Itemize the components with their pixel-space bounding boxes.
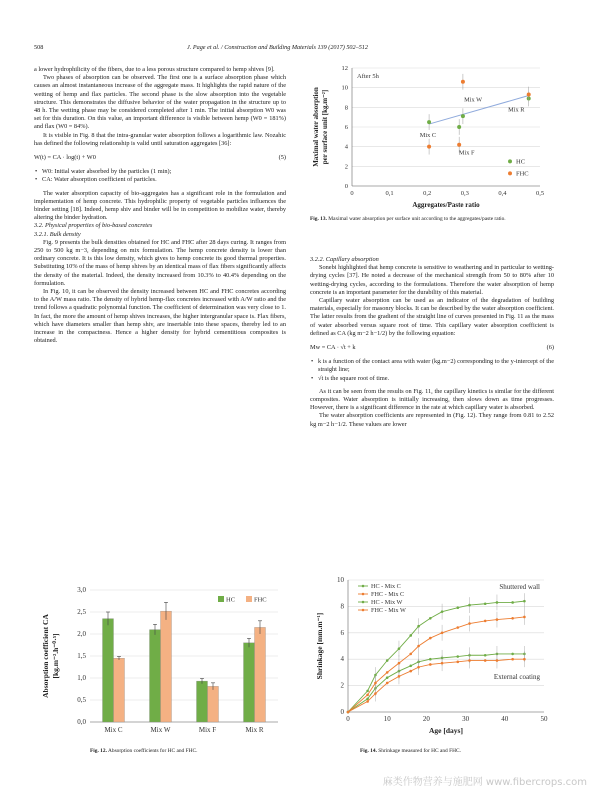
journal-header: J. Page et al. / Construction and Building Materials 139 (2017) 502–512 [187, 44, 368, 51]
x-tick-label: Mix F [198, 726, 217, 734]
caption-label: Fig. 14. [360, 748, 377, 754]
data-point [386, 671, 389, 674]
data-point [484, 620, 487, 623]
data-point [511, 653, 514, 656]
legend-label: FHC - Mix C [371, 591, 405, 598]
point-label: Mix C [419, 131, 437, 139]
point-label: Mix R [508, 106, 525, 114]
x-tick-label: 0,4 [498, 190, 507, 197]
legend-label: HC - Mix W [371, 599, 403, 606]
data-point [456, 626, 459, 629]
figure-13 [308, 60, 560, 210]
y-tick-label: 4 [340, 655, 344, 664]
data-point [427, 120, 431, 124]
data-point [456, 606, 459, 609]
bar [150, 630, 161, 722]
legend-label: HC - Mix C [371, 583, 401, 590]
data-point [461, 80, 465, 84]
x-tick-label: 0 [346, 715, 350, 723]
equation-6 [310, 344, 554, 352]
data-point [511, 658, 514, 661]
data-point [496, 659, 499, 662]
caption-label: Fig. 13. [310, 216, 327, 222]
data-point [461, 114, 465, 118]
y-axis-label: Shrinkage [mm.m⁻¹] [315, 612, 324, 680]
y-tick-label: 10 [337, 576, 344, 584]
x-tick-label: 50 [540, 715, 548, 723]
x-tick-label: 0,3 [460, 190, 469, 197]
series-line [348, 617, 524, 712]
paragraph: Capillary water absorption can be used as an indicator of the degradation of building materials, especially for masonry blocks. It can be described by the water absorption coefficient. The latter results from the gradient of the straight line of curves presented in Fig. 11 as the mass of water absorbed versus square root of time. This capillary water absorption coefficient is defined as CA (kg m−2 h−1/2) by the following equation: [310, 297, 554, 337]
data-point [374, 692, 377, 695]
x-tick-label: Mix W [150, 726, 171, 734]
data-point [417, 645, 420, 648]
legend-label: FHC [516, 170, 529, 178]
figure-12-caption [90, 748, 290, 755]
data-point [527, 93, 531, 97]
data-point [398, 647, 401, 650]
data-point [409, 665, 412, 668]
data-point [429, 637, 432, 640]
data-point [386, 676, 389, 679]
data-point [457, 125, 461, 129]
y-tick-label: 2,5 [77, 608, 86, 616]
data-point [409, 653, 412, 656]
list-item: • k is a function of the contact area with water (kg.m−2) corresponding to the y-intercept of the straight line; [310, 358, 554, 374]
list-item: • √t is the square root of time. [310, 375, 554, 383]
y-tick-label: 6 [340, 628, 344, 637]
subsection-heading: 3.2.2. Capillary absorption [310, 256, 379, 263]
fig14-chart [308, 572, 560, 744]
data-point [523, 600, 526, 603]
equation-text: Mw = CA · √t + k [310, 344, 356, 352]
point-label: Mix W [464, 96, 483, 104]
y-tick-label: 2,0 [77, 630, 86, 638]
series-line [348, 601, 524, 712]
data-point [441, 662, 444, 665]
figure-12 [34, 582, 286, 742]
data-point [398, 675, 401, 678]
paragraph: The water absorption capacity of bio-aggregates has a significant role in the formulation and implementation of hemp concrete. This hydrophilic property of vegetable particles influences the binder setting [18]. Indeed, hemp shiv and binder will be in competition to mobilize water, thereby altering the binder hydration. [34, 189, 286, 222]
data-point [523, 616, 526, 619]
bar [161, 611, 172, 722]
paragraph: The water absorption coefficients are represented in (Fig. 12). They range from 0.81 to 2.52 kg m−2 h−1/2. These values are lower [310, 412, 554, 428]
legend-marker [218, 596, 224, 602]
bar [208, 686, 219, 722]
subsection-heading: 3.2.1. Bulk density [34, 230, 81, 238]
data-point [457, 143, 461, 147]
data-point [386, 659, 389, 662]
annotation: Shuttered wall [499, 583, 540, 592]
data-point [523, 658, 526, 661]
y-axis-label: Maximal water absorption [312, 87, 320, 167]
x-tick-label: 30 [462, 715, 470, 723]
data-point [496, 618, 499, 621]
data-point [429, 658, 432, 661]
y-tick-label: 6 [344, 124, 348, 131]
y-axis-label: per surface unit [kg.m⁻²] [321, 89, 329, 165]
point-label: Mix F [458, 149, 475, 157]
legend-marker [508, 159, 512, 163]
legend-label: FHC - Mix W [371, 607, 406, 614]
bar [114, 658, 125, 722]
data-point [374, 682, 377, 685]
legend-label: HC [226, 596, 236, 604]
data-point [456, 655, 459, 658]
x-tick-label: Mix R [245, 726, 264, 734]
data-point [468, 622, 471, 625]
list-item: • W0: Initial water absorbed by the particles (1 min); [34, 168, 286, 176]
y-tick-label: 4 [344, 143, 348, 151]
data-point [484, 659, 487, 662]
bar [103, 619, 114, 722]
figure-13-caption [310, 216, 554, 223]
data-point [366, 698, 369, 701]
paragraph: In Fig. 10, it can be observed the density increased between HC and FHC concretes according to the A/W mass ratio. The density of hybrid hemp-flax concretes increased with A/W ratio and the trend follows a quadratic polynomial function. The coefficient of determination was very close to 1. In fact, the more the amount of hemp shives increases, the higher intergranular space is. Flax fibers, which have diameters smaller than hemp shiv, are insertable into these spaces, thereby led to an increase in the compactness. Hence a higher density for hybrid cementitious composites is obtained. [34, 288, 286, 345]
y-tick-label: 0,5 [77, 696, 86, 704]
data-point [456, 661, 459, 664]
legend-marker [362, 593, 365, 596]
paragraph: Sonebi highlighted that hemp concrete is sensitive to weathering and in particular to wetting-drying cycles [37]. He noted a decrease of the mechanical strength from 50 to 80% after 10 wetting-drying cycles, according to the formulations. Therefore the water absorption of hemp concrete is an important parameter for the durability of this material. [310, 264, 554, 296]
x-tick-label: 20 [422, 715, 430, 723]
list-item: • CA: Water absorption coefficient of particles. [34, 176, 286, 184]
data-point [409, 634, 412, 637]
paragraph: It is visible in Fig. 8 that the intra-granular water absorption follows a logarithmic law. Nozahic has defined the following relationship is valid until saturation aggregates [36]: [34, 131, 286, 147]
x-tick-label: 40 [501, 715, 509, 723]
data-point [496, 601, 499, 604]
page-number: 508 [34, 44, 44, 51]
data-point [366, 694, 369, 697]
right-column [310, 256, 554, 429]
y-tick-label: 8 [344, 104, 348, 112]
x-tick-label: 0,1 [385, 190, 394, 197]
y-tick-label: 1,5 [77, 652, 86, 660]
x-axis-label: Age [days] [429, 726, 463, 735]
data-point [417, 625, 420, 628]
paragraph: As it can be seen from the results on Fig. 11, the capillary kinetics is similar for the different composites. Water absorption is initially increasing, then slows down as time progresses. However, there is a significant difference in the rate at which capillary water is absorbed. [310, 387, 554, 412]
x-tick-label: 10 [383, 715, 391, 723]
legend-marker [362, 609, 365, 612]
data-point [441, 610, 444, 613]
data-point [468, 659, 471, 662]
caption-label: Fig. 12. [90, 748, 107, 754]
paragraph: Fig. 9 presents the bulk densities obtained for HC and FHC after 28 days curing. It ranges from 250 to 500 kg m−3, depending on mix formulation. The hemp concrete density is lower than ordinary concrete. It is this low density, which gives to hemp concrete its good thermal properties. Substituting 10% of the mass of hemp shives by an identical mass of flax fibers significantly affects the density of the material. Indeed, the density increased from 10.3% to 40.4% depending on the formulation. [34, 238, 286, 287]
section-heading: 3.2. Physical properties of bio-based concretes [34, 222, 153, 230]
x-tick-label: 0,2 [423, 190, 432, 197]
x-tick-label: 0,5 [535, 190, 545, 197]
watermark: 麻类作物营养与施肥网 www.fibercrops.com [382, 777, 587, 788]
bar [197, 681, 208, 722]
data-point [347, 711, 350, 714]
equation-number: (6) [546, 344, 554, 352]
equation-5 [34, 154, 286, 162]
data-point [429, 617, 432, 620]
y-tick-label: 12 [341, 65, 348, 72]
data-point [511, 617, 514, 620]
bar [244, 643, 255, 722]
y-tick-label: 2 [344, 163, 348, 171]
data-point [429, 663, 432, 666]
y-tick-label: 10 [341, 84, 348, 92]
x-tick-label: 0 [350, 190, 354, 197]
data-point [366, 690, 369, 693]
legend-marker [362, 585, 365, 588]
y-tick-label: 0 [344, 183, 348, 190]
y-tick-label: 0,0 [77, 718, 86, 726]
legend-marker [508, 171, 512, 175]
y-tick-label: 3,0 [77, 586, 86, 594]
data-point [427, 145, 431, 149]
x-axis-label: Aggregates/Paste ratio [412, 201, 480, 209]
legend-label: HC [516, 158, 526, 166]
equation-text: W(t) = CA · log(t) + W0 [34, 154, 96, 162]
paragraph: Two phases of absorption can be observed. The first one is a surface absorption phase which causes an almost instantaneous increase of the aggregate mass. It highlights the rapid nature of the wetting of hemp and flax particles. The second phase is the slow absorption into the vegetable structure. This demonstrates the diffusive behavior of the water propagation in the structure up to 48 h. The wetting phase may be considered completed after 1 min. The initial absorption W0 was set for this duration. On this value, an important difference is visible between hemp (W0 = 181%) and flax (W0 = 84%). [34, 74, 286, 131]
data-point [511, 601, 514, 604]
figure-14 [308, 572, 560, 744]
legend-marker [246, 596, 252, 602]
data-point [441, 632, 444, 635]
fig13-chart [308, 60, 560, 210]
caption-text: Absorption coefficients for HC and FHC. [107, 748, 198, 754]
y-tick-label: 0 [340, 708, 344, 716]
caption-text: Maximal water absorption per surface unit according to the aggregates/paste ratio. [328, 216, 506, 222]
fig12-chart [34, 582, 286, 742]
y-tick-label: 2 [340, 681, 344, 690]
y-tick-label: 8 [340, 602, 344, 611]
x-tick-label: Mix C [104, 726, 123, 734]
bar [255, 627, 266, 722]
caption-text: Shrinkage measured for HC and FHC. [378, 748, 461, 754]
data-point [386, 682, 389, 685]
data-point [468, 604, 471, 607]
data-point [484, 654, 487, 657]
figure-14-caption [360, 748, 560, 755]
data-point [409, 670, 412, 673]
data-point [484, 602, 487, 605]
equation-number: (5) [278, 154, 286, 162]
paragraph: a lower hydrophilicity of the fibers, due to a less porous structure compared to hemp shives [9]. [34, 66, 275, 73]
y-axis-label: Absorption coefficient CA [41, 614, 50, 698]
data-point [398, 662, 401, 665]
data-point [366, 700, 369, 703]
legend-label: FHC [254, 596, 267, 604]
annotation: After 5h [357, 73, 379, 80]
y-axis-label: [kg.m⁻².h⁻⁰·⁵] [51, 633, 60, 679]
y-tick-label: 1,0 [77, 674, 86, 682]
left-column [34, 66, 286, 346]
data-point [417, 666, 420, 669]
annotation: External coating [493, 673, 540, 681]
legend-marker [362, 601, 365, 604]
